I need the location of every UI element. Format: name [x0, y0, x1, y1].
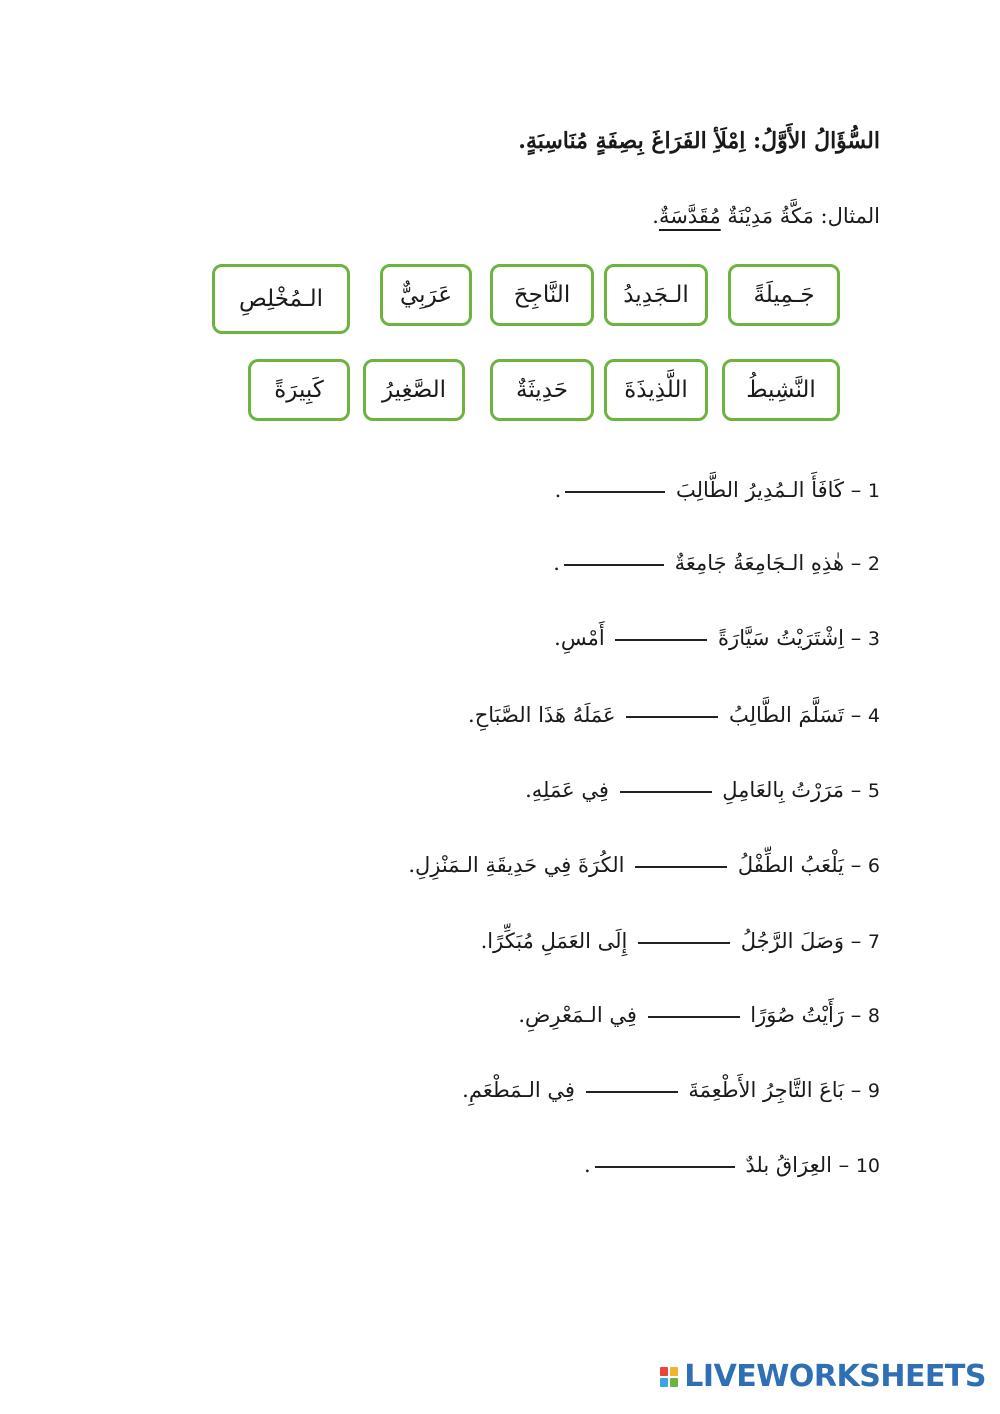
liveworksheets-logo[interactable]: [660, 1359, 986, 1394]
question-row: 6 – يَلْعَبُ الطِّفْلُ الكُرَةَ فِي حَدِيقَةِ الـمَنْزِلِ.: [408, 853, 880, 877]
question-row: 1 – كَافَأَ الـمُدِيرُ الطَّالِبَ .: [554, 478, 880, 502]
word-bank-item[interactable]: النَّشِيطُ: [722, 359, 840, 421]
answer-blank[interactable]: [626, 714, 718, 718]
word-bank-item[interactable]: الصَّغِيرُ: [363, 359, 465, 421]
answer-blank[interactable]: [586, 1089, 678, 1093]
example-suffix: .: [652, 204, 659, 228]
question-row: 5 – مَرَرْتُ بِالعَامِلِ فِي عَمَلِهِ.: [525, 778, 880, 802]
question-row: 8 – رَأَيْتُ صُوَرًا فِي الـمَعْرِضِ.: [518, 1003, 880, 1027]
word-bank-item[interactable]: النَّاجِحَ: [490, 264, 594, 326]
answer-blank[interactable]: [638, 940, 730, 944]
question-row: 9 – بَاعَ التَّاجِرُ الأَطْعِمَةَ فِي الـمَطْعَمِ.: [462, 1078, 880, 1102]
answer-blank[interactable]: [595, 1164, 735, 1168]
answer-blank[interactable]: [564, 562, 664, 566]
answer-blank[interactable]: [648, 1014, 740, 1018]
example-prefix: المثال: مَكَّةُ مَدِيْنَةٌ: [727, 204, 880, 228]
answer-blank[interactable]: [615, 637, 707, 641]
question-row: 3 – اِشْتَرَيْتُ سَيَّارَةً أَمْسِ.: [554, 626, 880, 650]
example-answer: مُقَدَّسَةٌ: [658, 204, 721, 228]
word-bank-item[interactable]: جَـمِيلَةً: [728, 264, 840, 326]
word-bank-item[interactable]: الـمُخْلِصِ: [212, 264, 350, 334]
word-bank-item[interactable]: عَرَبِيٌّ: [380, 264, 472, 326]
page-title: السُّؤَالُ الأَوَّلُ: اِمْلَأِ الفَرَاغَ بِصِفَةٍ مُنَاسِبَةٍ.: [518, 128, 880, 154]
brand-name: LIVEWORKSHEETS: [684, 1359, 986, 1394]
question-row: 10 – العِرَاقُ بلدٌ .: [583, 1153, 880, 1177]
word-bank-item[interactable]: كَبِيرَةً: [248, 359, 350, 421]
answer-blank[interactable]: [565, 489, 665, 493]
liveworksheets-logo-icon: [660, 1367, 678, 1387]
question-row: 2 – هٰذِهِ الـجَامِعَةُ جَامِعَةٌ .: [553, 551, 880, 575]
example-sentence: [280, 204, 880, 228]
word-bank-item[interactable]: اللَّذِيذَةَ: [604, 359, 708, 421]
answer-blank[interactable]: [635, 864, 727, 868]
answer-blank[interactable]: [620, 789, 712, 793]
word-bank-item[interactable]: الـجَدِيدُ: [604, 264, 708, 326]
question-row: 4 – تَسَلَّمَ الطَّالِبُ عَمَلَهُ هَذَا الصَّبَاحِ.: [468, 703, 880, 727]
word-bank-item[interactable]: حَدِيثَةٌ: [490, 359, 594, 421]
question-row: 7 – وَصَلَ الرَّجُلُ إِلَى العَمَلِ مُبَكِّرًا.: [480, 929, 880, 953]
